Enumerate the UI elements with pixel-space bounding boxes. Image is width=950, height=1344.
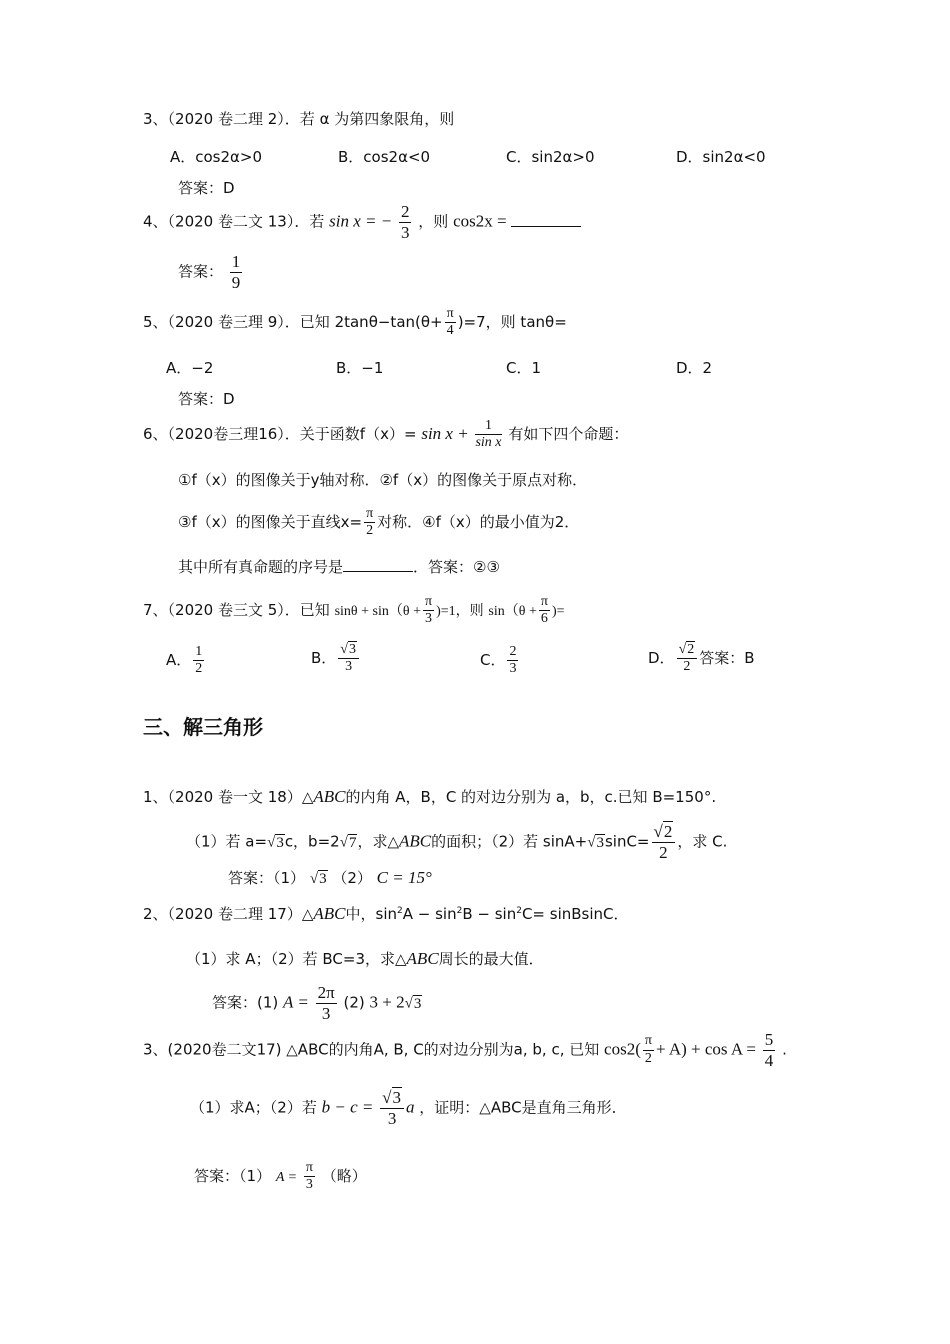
q4-frac-den: 3: [400, 222, 410, 242]
t1-parts: [186, 822, 727, 862]
t2-sup-1: 2: [397, 906, 403, 916]
q4-ans-den: 9: [231, 272, 241, 292]
t3-ans-num: π: [304, 1160, 315, 1177]
q4-mid: ，则: [418, 212, 449, 231]
q7-opt-d-num: √2: [677, 642, 698, 659]
t3-cos2: cos2(: [604, 1039, 641, 1059]
t3-four: 4: [764, 1050, 774, 1070]
q6-line3: [178, 560, 500, 575]
t1-ans-label: 答案：（1）: [228, 869, 306, 887]
t2-ans-mid: (2): [343, 993, 365, 1012]
t1-p1a: （1）若 a=: [186, 832, 268, 851]
t1-frac-num: √2: [652, 822, 676, 843]
t2-ans-sqrt: √3: [404, 995, 422, 1012]
q7-opt-b-frac: [338, 642, 359, 675]
t2-abc: ABC: [313, 904, 346, 923]
q5-four: 4: [446, 323, 454, 339]
t1-ans-mid: （2）: [332, 869, 372, 887]
q7-opt-b-den: 3: [345, 659, 353, 675]
q3-stem: 3、（2020 卷二理 2）．若 α 为第四象限角，则: [143, 110, 455, 128]
t1-p1b: c，b=2: [284, 832, 340, 851]
q5-option-c: C．1: [506, 359, 542, 377]
t2-ans-den: 3: [321, 1003, 331, 1023]
q4-fraction: [399, 202, 412, 242]
q6-two: 2: [366, 523, 374, 539]
t2-ans-frac: [316, 983, 337, 1023]
q5-option-d: D．2: [676, 359, 713, 377]
q7-six: 6: [540, 611, 548, 627]
t2-answer: [212, 983, 422, 1023]
q3-option-d: D．sin2α<0: [676, 148, 766, 166]
q6-frac-den: sin x: [475, 435, 502, 451]
q7-option-c: [480, 644, 520, 677]
t3-end: .: [782, 1040, 787, 1059]
t2-stem: [143, 905, 629, 922]
q5-option-b: B．−1: [336, 359, 384, 377]
q7-opt-b-rad: 3: [348, 642, 356, 657]
t3-bc: b − c =: [321, 1097, 374, 1117]
q7-opt-a-frac: [193, 644, 204, 677]
t2-parts: [186, 950, 544, 967]
t3-answer: [194, 1160, 367, 1193]
t1-rad1: 3: [276, 834, 284, 851]
q7-opt-c-label: C．: [480, 651, 506, 670]
t3-rad: 3: [392, 1088, 402, 1107]
t1-stem: [143, 788, 716, 805]
t3-pi-over-2: [643, 1033, 654, 1066]
q4-ans-num: 1: [231, 252, 241, 271]
q5-stem: [143, 306, 567, 339]
q6-line3-prefix: 其中所有真命题的序号是: [178, 558, 344, 576]
t3-five: 5: [764, 1030, 774, 1049]
t1-sqrt1: √3: [267, 834, 284, 851]
q7-option-d: [648, 642, 755, 675]
q7-option-b: [311, 642, 361, 675]
q7-opt-b-label: B．: [311, 649, 337, 668]
q7-opt-a-label: A．: [166, 651, 192, 670]
q4-sinx: sin x = −: [329, 211, 393, 231]
t1-ans-sqrt: √3: [309, 871, 327, 887]
t3-a: a: [406, 1097, 415, 1117]
t2-rest2: B − sin: [462, 905, 517, 923]
q7-opt-d-frac: [677, 642, 698, 675]
q6-pi: π: [364, 506, 375, 523]
q7-opt-d-label: D．: [648, 649, 675, 668]
q4-answer-fraction: [230, 252, 243, 292]
t2-p1-end: 周长的最大值．: [438, 950, 544, 968]
t1-stem-suffix: 的内角 A，B，C 的对边分别为 a，b，c.已知 B=150°.: [345, 788, 717, 806]
q4-blank: [511, 225, 581, 227]
t1-abc-2: ABC: [398, 831, 432, 851]
t3-five-fourths: [763, 1030, 776, 1070]
q7-pi: π: [423, 594, 434, 611]
t1-p1c: ，求△: [357, 832, 399, 851]
q7-opt-b-num: √3: [338, 642, 359, 659]
t2-ans-label: 答案：(1): [212, 993, 279, 1012]
t1-abc: ABC: [313, 787, 346, 806]
section-title: 三、解三角形: [143, 715, 263, 739]
q3-option-b: B．cos2α<0: [338, 148, 431, 166]
t3-p1b: ，证明：△ABC是直角三角形．: [419, 1098, 627, 1117]
q6-line2-suffix: 对称．④f（x）的最小值为2．: [377, 513, 580, 532]
q5-pi-over-4: [445, 306, 456, 339]
q5-suffix: )=7，则 tanθ=: [457, 313, 567, 332]
t2-rest3: C= sinBsinC．: [521, 905, 629, 923]
q6-stem: [143, 418, 628, 451]
t3-ans-frac: [304, 1160, 315, 1193]
q5-pi: π: [445, 306, 456, 323]
q6-sinx: sin x +: [421, 424, 469, 444]
q7-three: 3: [425, 611, 433, 627]
t1-ans-rad: 3: [319, 871, 327, 887]
q3-option-a: A．cos2α>0: [170, 148, 263, 166]
q6-fraction: [475, 418, 501, 451]
q3-option-c: C．sin2α>0: [506, 148, 595, 166]
q7-stem: [143, 594, 565, 627]
q3-answer: 答案：D: [178, 179, 235, 197]
q5-option-a: A．−2: [166, 359, 214, 377]
t2-ans-b: 3 + 2: [369, 992, 405, 1012]
q6-blank: [343, 570, 413, 572]
t3-frac: [380, 1088, 404, 1128]
t2-stem-mid: 中，sin: [345, 905, 397, 923]
t3-frac-num: √3: [380, 1088, 404, 1109]
t3-pi: π: [643, 1033, 654, 1050]
t1-sqrt2: √7: [339, 834, 357, 851]
t1-frac-rad: 2: [663, 822, 673, 841]
t2-sup-2: 2: [456, 906, 463, 916]
q7-opt-c-num: 2: [507, 644, 518, 661]
t2-sup-3: 2: [516, 906, 522, 916]
q7-option-a: [166, 644, 206, 677]
t3-ans-den: 3: [305, 1177, 313, 1193]
t2-rest1: A − sin: [402, 905, 457, 923]
q7-opt-a-den: 2: [195, 661, 203, 677]
q4-cos2x: cos2x =: [453, 211, 507, 231]
q7-opt-c-den: 3: [509, 661, 517, 677]
t1-ans-c: C = 15°: [376, 868, 432, 887]
t2-ans-num: 2π: [317, 983, 335, 1002]
t3-ans-a: A =: [275, 1170, 298, 1186]
t3-stem-prefix: 3、(2020卷二文17) △ABC的内角A, B, C的对边分别为a, b, c, 已知: [143, 1040, 600, 1059]
q7-expr1-end: )=1，则: [436, 604, 484, 620]
t2-abc-2: ABC: [406, 949, 439, 968]
t3-parts: [190, 1088, 627, 1128]
q6-line1: ①f（x）的图像关于y轴对称．②f（x）的图像关于原点对称．: [178, 471, 588, 489]
t1-p1e: sinC=: [604, 832, 650, 851]
q4-answer-label: 答案：: [178, 262, 224, 281]
q6-pi-over-2: [364, 506, 375, 539]
t1-rad3: 3: [596, 834, 604, 851]
q6-line2-prefix: ③f（x）的图像关于直线x=: [178, 513, 363, 532]
q7-expr2: sin（θ +: [488, 604, 537, 620]
t3-p1a: （1）求A；（2）若: [190, 1098, 317, 1117]
t2-ans-a: A =: [283, 992, 309, 1012]
q7-answer: 答案：B: [699, 649, 755, 668]
q4-stem: [143, 202, 581, 242]
t1-stem-prefix: 1、（2020 卷一文 18）△: [143, 788, 314, 806]
t1-p1d: 的面积；（2）若 sinA+: [431, 832, 588, 851]
q6-line3-suffix: ．答案：②③: [413, 558, 500, 576]
q7-expr2-end: )=: [551, 604, 565, 620]
q7-opt-c-frac: [507, 644, 518, 677]
t1-answer: [228, 869, 432, 887]
t1-frac-den: 2: [659, 842, 668, 862]
t2-stem-prefix: 2、（2020 卷二理 17）△: [143, 905, 314, 923]
q4-frac-num: 2: [400, 202, 410, 221]
q7-opt-a-num: 1: [193, 644, 204, 661]
q4-prefix: 4、（2020 卷二文 13）．若: [143, 212, 325, 231]
t1-frac: [652, 822, 676, 862]
t3-ans-end: （略）: [321, 1167, 367, 1186]
q7-opt-d-den: 2: [683, 659, 691, 675]
t3-den: 3: [387, 1108, 397, 1128]
q6-line2: [178, 506, 579, 539]
t3-two: 2: [644, 1050, 652, 1066]
q7-expr1: sinθ + sin（θ +: [334, 604, 421, 620]
t1-rad2: 7: [348, 834, 357, 851]
q7-pi-over-3: [423, 594, 434, 627]
t1-sqrt3: √3: [587, 834, 604, 851]
q7-prefix: 7、（2020 卷三文 5）．已知: [143, 601, 330, 620]
q7-pi-over-6: [539, 594, 550, 627]
t3-mid: + A) + cos A =: [655, 1039, 757, 1059]
q6-suffix: 有如下四个命题：: [508, 425, 629, 444]
t1-p1f: ，求 C.: [677, 832, 728, 851]
t3-stem: [143, 1030, 787, 1070]
q5-answer: 答案：D: [178, 390, 235, 408]
q7-opt-d-rad: 2: [687, 642, 695, 657]
q4-answer: [178, 252, 244, 292]
q6-frac-num: 1: [475, 418, 501, 435]
t3-ans-label: 答案：（1）: [194, 1167, 272, 1186]
q5-prefix: 5、（2020 卷三理 9）．已知 2tanθ−tan(θ+: [143, 313, 443, 332]
q6-prefix: 6、（2020卷三理16）．关于函数f（x）=: [143, 425, 417, 444]
q7-pi-2: π: [539, 594, 550, 611]
t2-p1: （1）求 A；（2）若 BC=3，求△: [186, 950, 407, 968]
t2-ans-rad: 3: [413, 995, 422, 1012]
